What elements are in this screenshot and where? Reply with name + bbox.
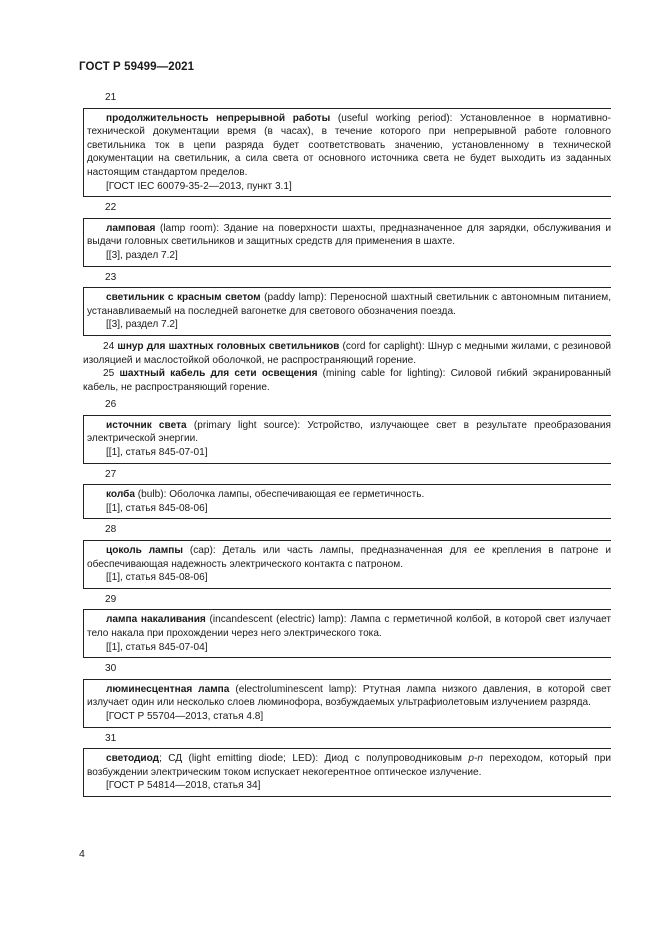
- term-box: [83, 484, 611, 519]
- term-name: шахтный кабель для сети освещения: [119, 368, 318, 380]
- term-number: 21: [105, 92, 117, 103]
- plain-terms: [83, 340, 611, 394]
- term-name: колба: [106, 489, 135, 501]
- term-entry-29: [83, 593, 611, 658]
- term-number: 27: [105, 468, 117, 480]
- term-definition: [87, 222, 611, 249]
- term-number: 22: [105, 202, 117, 214]
- term-text: (lamp room): Здание на поверхности шахты, предназначенное для зарядки, обслуживания и выдачи головных светильников и защитных средств для применения в шахте.: [87, 222, 611, 248]
- term-box: [83, 748, 611, 797]
- term-box: [83, 108, 611, 198]
- pn-junction-label: p-n: [468, 753, 483, 765]
- term-number: 31: [105, 732, 117, 744]
- term-box: [83, 415, 611, 464]
- term-text: ; СД (light emitting diode; LED): Диод с полупроводниковым: [159, 753, 469, 765]
- term-entry-27: [83, 468, 611, 520]
- term-name: шнур для шахтных головных светильников: [117, 340, 340, 352]
- term-text: (primary light source): Устройство, излучающее свет в результате преобразования электрической энергии.: [87, 419, 611, 445]
- term-name: светодиод: [106, 753, 160, 765]
- terms-content: [83, 91, 611, 801]
- term-text: (bulb): Оболочка лампы, обеспечивающая ее герметичность.: [134, 489, 425, 501]
- term-text: (incandescent (electric) lamp): Лампа с герметичной колбой, в которой свет излучает тело накала при прохождении через него электрического тока.: [87, 614, 611, 639]
- term-source: [[1], статья 845-07-01]: [106, 447, 208, 459]
- term-text: (paddy lamp): Переносной шахтный светильник с автономным питанием, устанавливаемый на последней вагонетке для светового обозначения поезда.: [87, 292, 612, 317]
- term-number: 29: [105, 593, 117, 605]
- term-entry-24: [83, 340, 611, 367]
- term-name: источник света: [106, 419, 187, 431]
- term-box: [83, 218, 611, 267]
- term-number: 24: [103, 340, 115, 352]
- term-source: [[1], статья 845-07-04]: [106, 641, 208, 653]
- term-box: [83, 609, 611, 658]
- term-source: [[3], раздел 7.2]: [106, 249, 178, 261]
- term-text: переходом, который при возбуждении электрическим током испускает некогерентное оптическое излучение.: [87, 753, 612, 778]
- page-number: 4: [79, 848, 85, 860]
- term-text: (cap): Деталь или часть лампы, предназначенная для ее крепления в патроне и обеспечивающая надежность электрического контакта с патроном.: [87, 545, 611, 570]
- term-entry-22: [83, 201, 611, 266]
- document-header: ГОСТ Р 59499—2021: [79, 61, 195, 73]
- term-definition: [87, 488, 611, 502]
- term-source: [[1], статья 845-08-06]: [106, 572, 208, 584]
- term-box: [83, 679, 611, 728]
- term-entry-25: [83, 367, 611, 394]
- term-source: [[3], раздел 7.2]: [106, 319, 178, 331]
- term-definition: [87, 291, 611, 318]
- term-source: [ГОСТ Р 55704—2013, статья 4.8]: [106, 710, 264, 722]
- term-entry-31: [83, 732, 611, 797]
- term-source: [ГОСТ Р 54814—2018, статья 34]: [106, 780, 261, 792]
- term-entry-30: [83, 662, 611, 727]
- term-name: лампа накаливания: [106, 614, 206, 626]
- term-entry-26: [83, 398, 611, 463]
- term-text: (electroluminescent lamp): Ртутная лампа низкого давления, в которой свет излучает один или несколько слоев люминофора, возбуждаемых ультрафиолетовым излучением разряда.: [87, 683, 612, 709]
- term-box: [83, 287, 611, 336]
- term-name: продолжительность непрерывной работы: [106, 112, 331, 124]
- term-definition: [87, 752, 611, 779]
- term-text: (cord for caplight): Шнур с медными жилами, с резиновой изоляцией и маслостойкой оболочкой, не распространяющий горение.: [83, 340, 611, 366]
- term-text: (mining cable for lighting): Силовой гибкий экранированный кабель, не распространяющий горение.: [83, 368, 612, 393]
- term-name: светильник с красным светом: [106, 292, 261, 304]
- term-entry-21: [83, 91, 611, 197]
- term-name: цоколь лампы: [106, 545, 183, 557]
- term-source: [ГОСТ IEC 60079-35-2—2013, пункт 3.1]: [106, 180, 292, 192]
- term-text: (useful working period): Установленное в нормативно-технической документации время (в часах), в течение которого при непрерывной работе головного светильника ток в цепи разряда будет соответствовать значению, установленному в технической документации на светильник, а сила света от основного источника света не будет выходить из заданных настоящим стандартом пределов.: [87, 112, 611, 178]
- term-definition: [87, 419, 611, 446]
- term-definition: [87, 683, 611, 710]
- term-box: [83, 540, 611, 589]
- term-number: 28: [105, 524, 117, 536]
- term-definition: [87, 544, 611, 571]
- term-number: 23: [105, 271, 117, 283]
- term-source: [[1], статья 845-08-06]: [106, 502, 208, 514]
- term-entry-23: [83, 271, 611, 336]
- term-definition: [87, 613, 611, 640]
- term-number: 26: [105, 399, 117, 411]
- term-name: ламповая: [106, 222, 156, 234]
- term-definition: [87, 112, 611, 180]
- term-name: люминесцентная лампа: [106, 683, 230, 695]
- term-number: 25: [103, 368, 115, 380]
- term-number: 30: [105, 663, 117, 675]
- term-entry-28: [83, 523, 611, 588]
